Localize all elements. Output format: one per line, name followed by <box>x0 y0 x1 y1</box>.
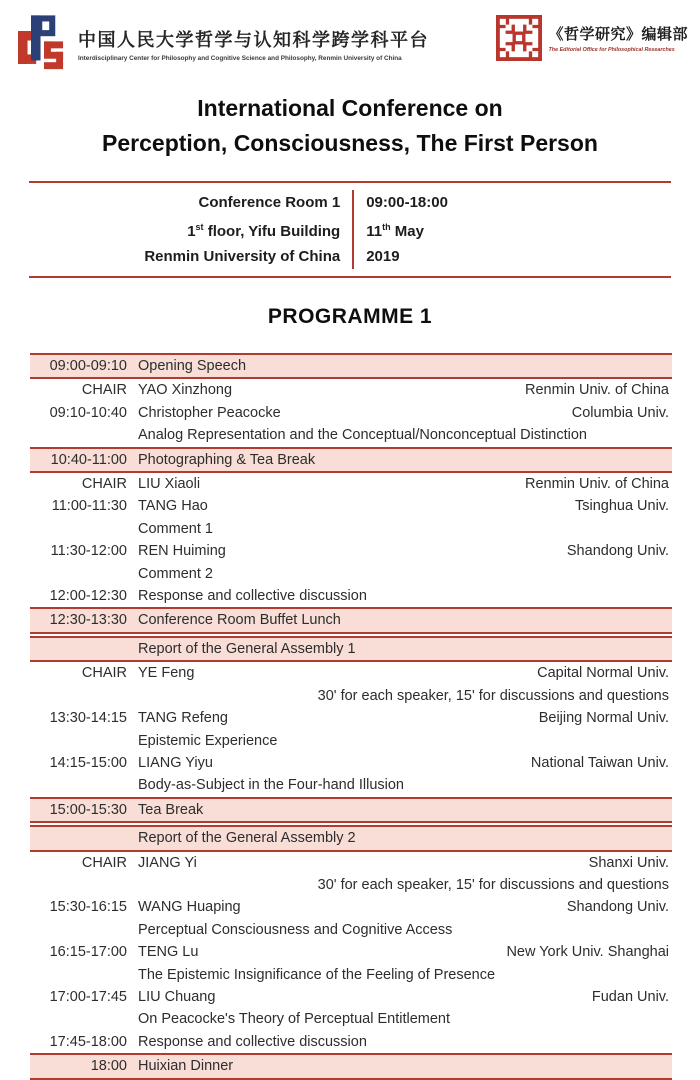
content-cell: WANG Huaping <box>138 899 241 916</box>
schedule-row <box>30 1008 672 1030</box>
time-cell: CHAIR <box>81 854 127 871</box>
schedule-row-highlight <box>30 447 672 473</box>
content-cell: Response and collective discussion <box>138 1033 367 1050</box>
content-cell: Report of the General Assembly 2 <box>138 830 356 847</box>
schedule-row <box>30 752 672 774</box>
schedule-row <box>30 774 672 796</box>
programme-title: PROGRAMME 1 <box>267 305 433 328</box>
time-cell <box>30 563 138 585</box>
schedule-row <box>30 518 672 540</box>
content-cell: Analog Representation and the Conceptual/Nonconceptual Distinction <box>138 427 587 444</box>
schedule-table <box>30 353 672 1080</box>
time-cell <box>30 424 138 446</box>
time-cell <box>30 964 138 986</box>
time-cell: 10:40-11:00 <box>50 451 127 468</box>
time-cell: 14:15-15:00 <box>49 754 127 771</box>
venue-floor: 1st floor, Yifu Building <box>187 222 341 240</box>
conference-title-line2: Perception, Consciousness, The First Person <box>102 130 598 156</box>
schedule-row <box>30 402 672 424</box>
time-cell: 09:10-10:40 <box>49 404 127 421</box>
schedule-row <box>30 874 672 896</box>
schedule-row <box>30 495 672 517</box>
time-cell: 11:00-11:30 <box>51 498 127 515</box>
affiliation-cell: Beijing Normal Univ. <box>538 710 669 727</box>
schedule-row <box>30 685 672 707</box>
content-cell: REN Huiming <box>138 543 226 560</box>
content-cell: Conference Room Buffet Lunch <box>138 612 341 629</box>
venue-university: Renmin University of China <box>144 248 341 265</box>
content-cell: Photographing & Tea Break <box>138 451 316 468</box>
time-cell: 15:30-16:15 <box>49 899 127 916</box>
time-cell: CHAIR <box>81 382 127 399</box>
time-cell: 13:30-14:15 <box>49 710 127 727</box>
schedule-row <box>30 1031 672 1053</box>
schedule-row <box>30 707 672 729</box>
time-cell <box>30 518 138 540</box>
content-cell: Body-as-Subject in the Four-hand Illusion <box>138 777 404 794</box>
renmin-center-subtitle: Interdisciplinary Center for Philosophy and Cognitive Science and Philosophy, Renmin University of China <box>78 55 402 62</box>
affiliation-cell: 30' for each speaker, 15' for discussions and questions <box>317 687 669 704</box>
affiliation-cell: Tsinghua Univ. <box>574 498 669 515</box>
schedule-row-highlight <box>30 353 672 379</box>
content-cell <box>138 874 318 896</box>
philosophical-researches-logo <box>496 15 688 61</box>
event-date: 11th May <box>366 222 424 240</box>
time-cell <box>30 1008 138 1030</box>
time-cell <box>30 638 138 660</box>
schedule-row <box>30 563 672 585</box>
red-seal-icon <box>496 15 542 61</box>
renmin-center-logo <box>18 15 429 73</box>
content-cell: Tea Break <box>138 801 204 818</box>
schedule-row <box>30 896 672 918</box>
content-cell: TANG Refeng <box>138 710 228 727</box>
schedule-row <box>30 379 672 401</box>
event-hours: 09:00-18:00 <box>366 194 448 211</box>
content-cell: LIANG Yiyu <box>138 754 213 771</box>
schedule-row <box>30 986 672 1008</box>
affiliation-cell: Fudan Univ. <box>591 988 669 1005</box>
affiliation-cell: Renmin Univ. of China <box>525 476 669 493</box>
time-cell: CHAIR <box>81 665 127 682</box>
time-cell <box>30 685 138 707</box>
content-cell: LIU Xiaoli <box>138 476 201 493</box>
content-cell: YAO Xinzhong <box>138 382 233 399</box>
schedule-row-highlight <box>30 636 672 662</box>
content-cell: Response and collective discussion <box>138 588 367 605</box>
content-cell: Report of the General Assembly 1 <box>138 640 356 657</box>
conference-title <box>0 91 700 161</box>
schedule-row <box>30 585 672 607</box>
content-cell: Perceptual Consciousness and Cognitive Access <box>138 921 453 938</box>
content-cell: On Peacocke's Theory of Perceptual Entitlement <box>138 1011 450 1028</box>
affiliation-cell: Renmin Univ. of China <box>525 382 669 399</box>
time-cell: CHAIR <box>81 476 127 493</box>
schedule-row <box>30 473 672 495</box>
content-cell: Comment 1 <box>138 520 213 537</box>
schedule-row <box>30 941 672 963</box>
time-cell <box>30 730 138 752</box>
content-cell: Comment 2 <box>138 565 213 582</box>
renmin-center-title: 中国人民大学哲学与认知科学跨学科平台 <box>78 30 429 50</box>
affiliation-cell: Shandong Univ. <box>566 899 669 916</box>
schedule-row <box>30 852 672 874</box>
time-cell: 17:00-17:45 <box>49 988 127 1005</box>
info-box <box>29 181 671 278</box>
header <box>0 0 700 73</box>
time-cell <box>30 774 138 796</box>
schedule-row-highlight <box>30 797 672 823</box>
schedule-row-highlight <box>30 607 672 633</box>
time-cell: 12:00-12:30 <box>49 588 127 605</box>
time-cell: 15:00-15:30 <box>49 801 127 818</box>
time-cell: 16:15-17:00 <box>49 944 127 961</box>
content-cell: TANG Hao <box>138 498 208 515</box>
schedule-row <box>30 730 672 752</box>
time-cell: 17:45-18:00 <box>49 1033 127 1050</box>
time-cell: 09:00-09:10 <box>49 358 127 374</box>
time-cell: 18:00 <box>90 1058 127 1075</box>
time-cell: 11:30-12:00 <box>50 543 127 560</box>
content-cell: Opening Speech <box>138 358 247 374</box>
content-cell: YE Feng <box>138 665 195 682</box>
content-cell: JIANG Yi <box>138 854 197 871</box>
philosophical-researches-title: 《哲学研究》编辑部 <box>548 26 688 43</box>
schedule-row <box>30 964 672 986</box>
content-cell: The Epistemic Insignificance of the Feeling of Presence <box>138 966 496 983</box>
venue-room: Conference Room 1 <box>198 194 341 211</box>
datetime-info <box>354 190 671 269</box>
content-cell: LIU Chuang <box>138 988 216 1005</box>
affiliation-cell: Shanxi Univ. <box>588 854 669 871</box>
affiliation-cell: National Taiwan Univ. <box>530 754 669 771</box>
philosophical-researches-subtitle: The Editorial Office for Philosophical Researches <box>548 47 675 53</box>
time-cell <box>30 827 138 849</box>
affiliation-cell: Capital Normal Univ. <box>537 665 669 682</box>
time-cell <box>30 874 138 896</box>
conference-title-line1: International Conference on <box>197 95 503 121</box>
content-cell: Christopher Peacocke <box>138 404 281 421</box>
schedule-row <box>30 919 672 941</box>
schedule-row <box>30 662 672 684</box>
affiliation-cell: Columbia Univ. <box>571 404 669 421</box>
content-cell: TENG Lu <box>138 944 199 961</box>
affiliation-cell: New York Univ. Shanghai <box>506 944 669 961</box>
schedule-row-highlight <box>30 1053 672 1079</box>
cps-blocks-icon <box>18 15 70 73</box>
content-cell: Huixian Dinner <box>138 1058 234 1075</box>
venue-info <box>29 190 352 269</box>
schedule-row <box>30 540 672 562</box>
event-year: 2019 <box>366 248 400 265</box>
content-cell <box>138 685 318 707</box>
schedule-row-highlight <box>30 825 672 851</box>
affiliation-cell: 30' for each speaker, 15' for discussions and questions <box>317 876 669 893</box>
schedule-row <box>30 424 672 446</box>
time-cell: 12:30-13:30 <box>49 612 127 629</box>
content-cell: Epistemic Experience <box>138 732 278 749</box>
affiliation-cell: Shandong Univ. <box>566 543 669 560</box>
time-cell <box>30 919 138 941</box>
